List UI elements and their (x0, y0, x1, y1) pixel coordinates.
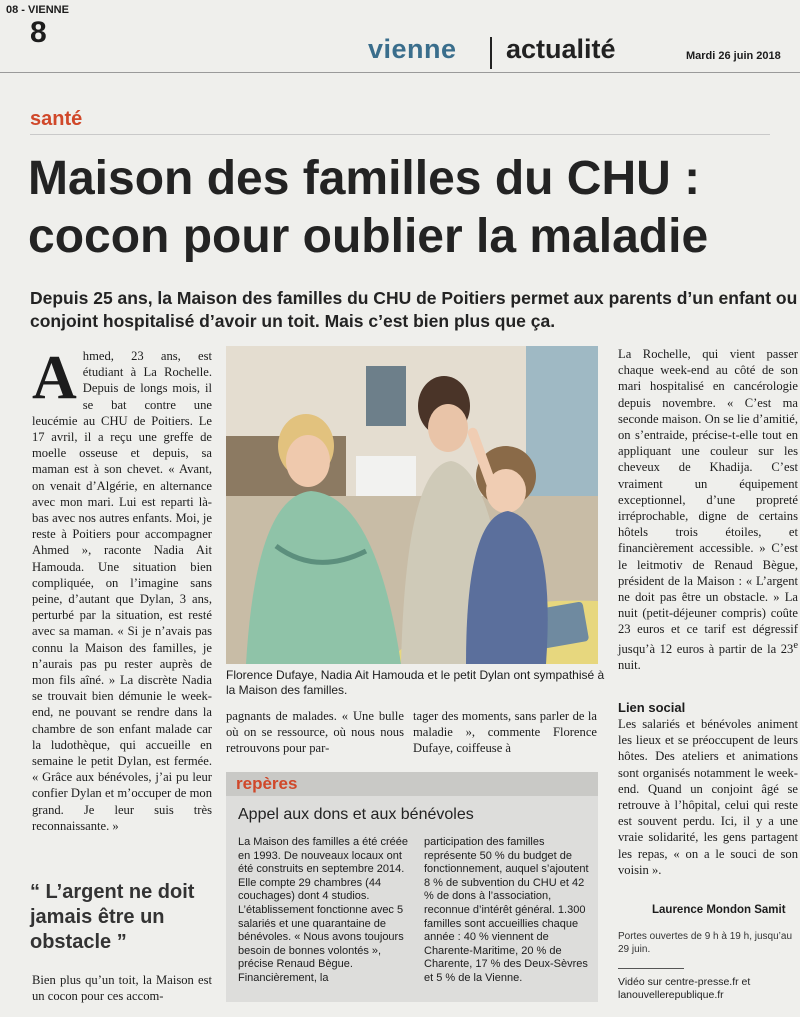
newspaper-brand: vienne (368, 34, 457, 64)
superscript: e (793, 639, 798, 651)
body-column-left-end: Bien plus qu’un toit, la Maison est un cocon pour ces accom- (32, 973, 212, 1004)
photo-caption: Florence Dufaye, Nadia Ait Hamouda et le petit Dylan ont sympathisé à la Maison des familles. (226, 668, 605, 697)
open-hours-note: Portes ouvertes de 9 h à 19 h, jusqu’au 29 juin. (618, 931, 793, 955)
body-text: hmed, 23 ans, est étudiant à La Rochelle. Depuis de longs mois, il se bat contre une leucémie au CHU de Poitiers. Le 17 avril, il a reçu une greffe de moelle osseuse et depuis, sa maman est à son chevet. « Avant, on venait d’Algérie, en alternance avec mon mari. Lui est reparti là-bas avec nos autres enfants. Moi, je reste à Poitiers pour accompagner Ahmed », raconte Nadia Ait Hamouda. Une situation bien compliquée, on l’imagine sans peine, d’autant que Dylan, 3 ans, perturbé par la situation, est resté avec sa maman. « Si je n’avais pas connu la Maison des familles, je n’aurais pas pu rester auprès de mon fils aîné. » La discrète Nadia se trouvait bien démunie le week-end, ne pouvant se rendre dans la chambre de son enfant malade car la ludothèque, qui accueille en semaine le petit Dylan, est fermée. « Grâce aux bénévoles, j’ai pu leur confier Dylan et m’occuper de mon grand. Je leur suis très reconnaissante. » (32, 349, 212, 833)
photo-illustration (226, 346, 598, 664)
body-text: La Rochelle, qui vient passer chaque week-end au côté de son mari hospitalisé en cancérologie depuis novembre. « C’est ma seconde maison. On se lie d’amitié, on s’entraide, précise-t-elle tout en appliquant une couleur sur les cheveux de Khadija. C’est vraiment un équipement exceptionnel, d’une propreté irréprochable, digne de certains hôtels trois étoiles, et financièrement accessible. » C’est le leitmotiv de Renaud Bègue, président de la Maison : « L’argent ne doit pas être un obstacle. » La nuit (petit-déjeuner compris) coûte 23 euros et ce tarif est dégressif jusqu’à 12 euros à partir de la 23 (618, 347, 798, 656)
header-rule (0, 72, 800, 73)
kicker-rule (30, 134, 770, 135)
reperes-column-1: La Maison des familles a été créée en 1993. De nouveaux locaux ont été construits en septembre 2014. Elle compte 29 chambres (44 couchages) dont 4 studios. L’établissement fonctionne avec 5 salariés et une quarantaine de bénévoles. « Nous avons toujours besoin de bonnes volontés », précise Renaud Bègue. Financièrement, la (238, 836, 408, 984)
video-link-note: Vidéo sur centre-presse.fr et lanouvellerepublique.fr (618, 976, 751, 1001)
reperes-title: Appel aux dons et aux bénévoles (238, 806, 474, 823)
rubric-label: actualité (506, 34, 616, 64)
drop-cap: A (32, 344, 77, 412)
issue-date: Mardi 26 juin 2018 (686, 50, 781, 62)
body-column-mid-2: tager des moments, sans parler de la maladie », commente Florence Dufaye, coiffeuse à (413, 709, 597, 756)
author-signature: Laurence Mondon Samit (652, 904, 786, 916)
body-column-mid-1: pagnants de malades. « Une bulle où on se ressource, où nous nous retrouvons pour par- (226, 709, 404, 756)
reperes-box (226, 772, 598, 1002)
body-text-tail: nuit. (618, 658, 641, 673)
body-column-left (32, 344, 212, 834)
article-photo (226, 346, 598, 664)
page-number: 8 (30, 16, 47, 49)
video-rule (618, 968, 684, 969)
article-kicker: santé (30, 108, 83, 130)
article-standfirst: Depuis 25 ans, la Maison des familles du CHU de Poitiers permet aux parents d’un enfant ou conjoint hospitalisé d’avoir un toit. Mais c’est bien plus que ça. (30, 288, 798, 331)
header-separator (490, 37, 492, 69)
reperes-label: repères (236, 774, 298, 793)
body-column-right (618, 346, 798, 673)
article-headline: Maison des familles du CHU : cocon pour oublier la maladie (28, 152, 709, 263)
section-label: 08 - VIENNE (6, 4, 69, 16)
pull-quote: “ L’argent ne doit jamais être un obstacle ” (30, 881, 195, 953)
body-column-right-2: Les salariés et bénévoles animent les lieux et se préoccupent de leurs hôtes. Des ateliers et animations sont organisés notamment le week-end. Quand un conjoint âgé se retrouve à l’hôpital, celui qui reste est souvent perdu. Ici, il y a une vraie solidarité, les gens partagent les repas, « on a le souci de son voisin ». (618, 717, 798, 877)
reperes-column-2: participation des familles représente 50 % du budget de fonctionnement, auquel s’ajoutent 8 % de subvention du CHU et 42 % de dons à l’association, reconnue d’intérêt général. 1.300 familles sont accueillies chaque année : 40 % viennent de Charente-Maritime, 20 % de Charente, 17 % des Deux-Sèvres et 5 % de la Vienne. (424, 836, 589, 984)
article-subhead: Lien social (618, 700, 686, 715)
